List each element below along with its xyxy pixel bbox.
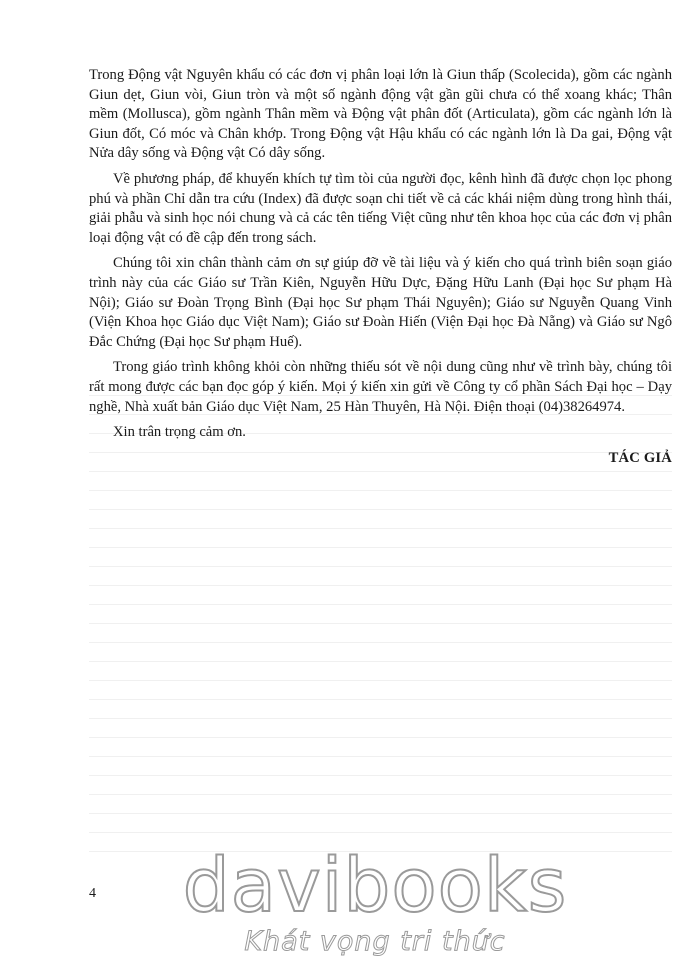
paragraph-4: Trong giáo trình không khỏi còn những thiếu sót về nội dung cũng như về trình bày, chúng tôi rất mong được các bạn đọc góp ý kiến. Mọi ý kiến xin gửi về Công ty cổ phần Sách Đại học – Dạy nghề, Nhà xuất bản Giáo dục Việt Nam, 25 Hàn Thuyên, Hà Nội. Điện thoại (04)38264974. xyxy=(89,359,672,415)
body-text xyxy=(89,66,672,468)
paragraph-3: Chúng tôi xin chân thành cảm ơn sự giúp đỡ về tài liệu và ý kiến cho quá trình biên soạn giáo trình này của các Giáo sư Trần Kiên, Nguyễn Hữu Dực, Đặng Hữu Lanh (Đại học Sư phạm Hà Nội); Giáo sư Đoàn Trọng Bình (Đại học Sư phạm Thái Nguyên); Giáo sư Nguyễn Quang Vinh (Viện Khoa học Giáo dục Việt Nam); Giáo sư Đoàn Hiến (Viện Đại học Đà Nẵng) và Giáo sư Ngô Đắc Chứng (Đại học Sư phạm Huế). xyxy=(89,255,672,350)
watermark xyxy=(0,843,700,965)
watermark-logo: davibooks xyxy=(182,843,568,929)
watermark-slogan: Khát vọng tri thức xyxy=(244,926,506,957)
paragraph-1: Trong Động vật Nguyên khẩu có các đơn vị phân loại lớn là Giun thấp (Scolecida), gồm các ngành Giun dẹt, Giun vòi, Giun tròn và một số ngành động vật gần gũi chưa có thể xoang khác; Thân mềm (Mollusca), gồm ngành Thân mềm và Động vật phân đốt (Articulata), gồm các ngành lớn là Giun đốt, Có móc và Chân khớp. Trong Động vật Hậu khẩu có các ngành lớn là Da gai, Động vật Nửa dây sống và Động vật Có dây sống. xyxy=(89,67,672,162)
author-signature: TÁC GIẢ xyxy=(608,449,672,466)
closing-line: Xin trân trọng cảm ơn. xyxy=(113,424,246,441)
paragraph-2: Về phương pháp, để khuyến khích tự tìm tòi của người đọc, kênh hình đã được chọn lọc phong phú và phần Chỉ dẫn tra cứu (Index) đã được soạn chi tiết về cả các khái niệm dùng trong hình thái, giải phẫu và sinh học nói chung và cả các tên tiếng Việt cũng như tên khoa học của các đơn vị phân loại động vật có đề cập đến trong sách. xyxy=(89,170,672,246)
page-number: 4 xyxy=(89,886,96,901)
